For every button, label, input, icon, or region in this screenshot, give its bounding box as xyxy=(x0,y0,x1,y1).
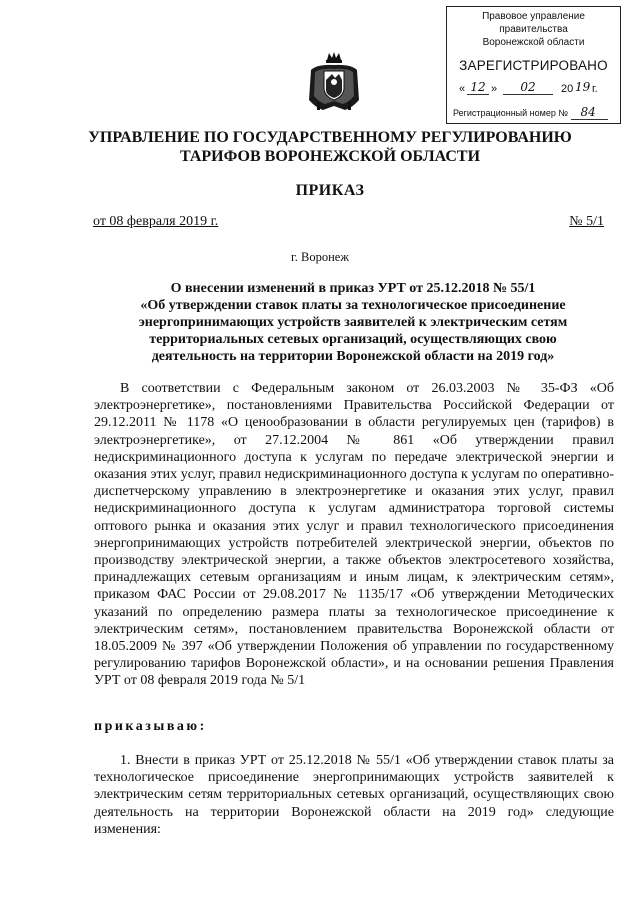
stamp-reg-number-label: Регистрационный номер № xyxy=(453,108,569,118)
stamp-organization-line1: Правовое управление правительства xyxy=(482,11,585,35)
document-type: ПРИКАЗ xyxy=(295,182,365,199)
stamp-status: ЗАРЕГИСТРИРОВАНО xyxy=(459,58,608,73)
title-line3: энергопринимающих устройств заявителей к электрическим сетям xyxy=(138,315,568,330)
order-number: № 5/1 xyxy=(569,214,604,229)
stamp-year-suffix: 19 xyxy=(575,80,591,94)
order-date: от 08 февраля 2019 г. xyxy=(93,214,219,229)
stamp-year-unit: г. xyxy=(592,83,598,95)
voronezh-coat-of-arms-icon xyxy=(307,50,361,114)
stamp-reg-number-value: 84 xyxy=(571,105,608,120)
item-1-paragraph: 1. Внести в приказ УРТ от 25.12.2018 № 55/1 «Об утверждении ставок платы за технологическое присоединение энергопринимающих устройств заявителей к электрическим сетям территориальных сетевых организаций, осуществляющих свою деятельность на территории Воронежской области на 2019 год» следующие изменения: xyxy=(94,753,614,837)
stamp-day: 12 xyxy=(467,80,489,95)
registration-stamp xyxy=(446,6,621,124)
title-line1: О внесении изменений в приказ УРТ от 25.12.2018 № 55/1 xyxy=(170,281,536,296)
stamp-year-prefix: 20 xyxy=(561,83,574,95)
preamble-paragraph: В соответствии с Федеральным законом от 26.03.2003 № 35-ФЗ «Об электроэнергетике», постановлениями Правительства Российской Федерации от 29.12.2011 № 1178 «О ценообразовании в области регулируемых цен (тарифов) в электроэнергетике», от 27.12.2004 № 861 «Об утверждении правил недискриминационного доступа к услугам по передаче электрической энергии и оказания этих услуг, правил недискриминационного доступа к услугам по оперативно-диспетчерскому управлению в электроэнергетике и оказания этих услуг, правил недискриминационного доступа к услугам администратора торговой системы оптового рынка и оказания этих услуг и правил технологического присоединения энергопринимающих устройств потребителей электрической энергии, объектов по производству электрической энергии, а также объектов электросетевого хозяйства, принадлежащих сетевым организациям и иным лицам, к электрическим сетям», приказом ФАС России от 29.08.2017 № 1135/17 «Об утверждении Методических указаний по определению размера платы за технологическое присоединение к электрическим сетям», постановлением правительства Воронежской области от 18.05.2009 № 397 «Об утверждении Положения об управлении по государственному регулированию тарифов Воронежской области», и на основании решения Правления УРТ от 08 февраля 2019 года № 5/1 xyxy=(94,381,614,689)
agency-name-line1: УПРАВЛЕНИЕ ПО ГОСУДАРСТВЕННОМУ РЕГУЛИРОВАНИЮ xyxy=(88,129,572,146)
stamp-month: 02 xyxy=(503,80,553,95)
stamp-organization-line2: Воронежской области xyxy=(482,37,585,48)
stamp-organization xyxy=(447,10,620,49)
city: г. Воронеж xyxy=(291,250,349,264)
agency-name-line2: ТАРИФОВ ВОРОНЕЖСКОЙ ОБЛАСТИ xyxy=(179,148,481,165)
title-line2: «Об утверждении ставок платы за технологическое присоединение xyxy=(140,298,566,313)
title-line4: территориальных сетевых организаций, осуществляющих свою xyxy=(149,332,557,347)
agency-name xyxy=(60,128,600,166)
title-line5: деятельность на территории Воронежской области на 2019 год» xyxy=(151,349,555,364)
stamp-reg-number xyxy=(453,105,608,120)
document-title xyxy=(94,280,612,365)
stamp-date: « 12 » 02 20 19 г. xyxy=(459,80,598,95)
order-directive: приказываю: xyxy=(94,719,207,734)
